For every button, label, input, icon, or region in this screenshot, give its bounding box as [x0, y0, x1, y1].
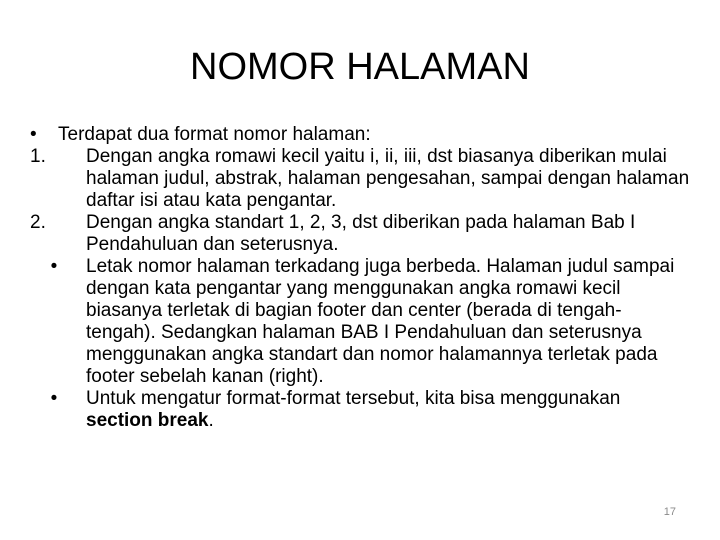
- list-text-4-end: .: [208, 410, 214, 431]
- slide-title: NOMOR HALAMAN: [190, 46, 530, 88]
- bullet-marker: •: [50, 256, 58, 277]
- list-text-4: [86, 388, 690, 432]
- list-item-4: [30, 388, 690, 432]
- intro-text: Terdapat dua format nomor halaman:: [58, 124, 371, 145]
- list-item-1: [30, 146, 690, 212]
- bullet-marker: •: [30, 124, 37, 145]
- list-number-1: 1.: [30, 146, 46, 167]
- list-text-1: Dengan angka romawi kecil yaitu i, ii, iii, dst biasanya diberikan mulai halaman judul, abstrak, halaman pengesahan, sampai dengan halaman daftar isi atau kata pengantar.: [86, 146, 690, 211]
- bullet-marker: •: [50, 388, 58, 409]
- slide-body: [30, 124, 690, 432]
- page-number: 17: [663, 506, 676, 518]
- list-text-3: Letak nomor halaman terkadang juga berbeda. Halaman judul sampai dengan kata pengantar yang menggunakan angka romawi kecil biasanya terletak di bagian footer dan center (berada di tengah-tengah). Sedangkan halaman BAB I Pendahuluan dan seterusnya menggunakan angka standart dan nomor halamannya terletak pada footer sebelah kanan (right).: [86, 256, 675, 387]
- section-break-term: section break: [86, 410, 209, 431]
- list-text-4-main: Untuk mengatur format-format tersebut, kita bisa menggunakan: [86, 388, 621, 409]
- list-item-2: [30, 212, 690, 256]
- list-text-2: Dengan angka standart 1, 2, 3, dst diberikan pada halaman Bab I Pendahuluan dan seterusnya.: [86, 212, 636, 255]
- list-number-2: 2.: [30, 212, 46, 233]
- list-item-3: [30, 256, 690, 388]
- intro-line: [30, 124, 690, 146]
